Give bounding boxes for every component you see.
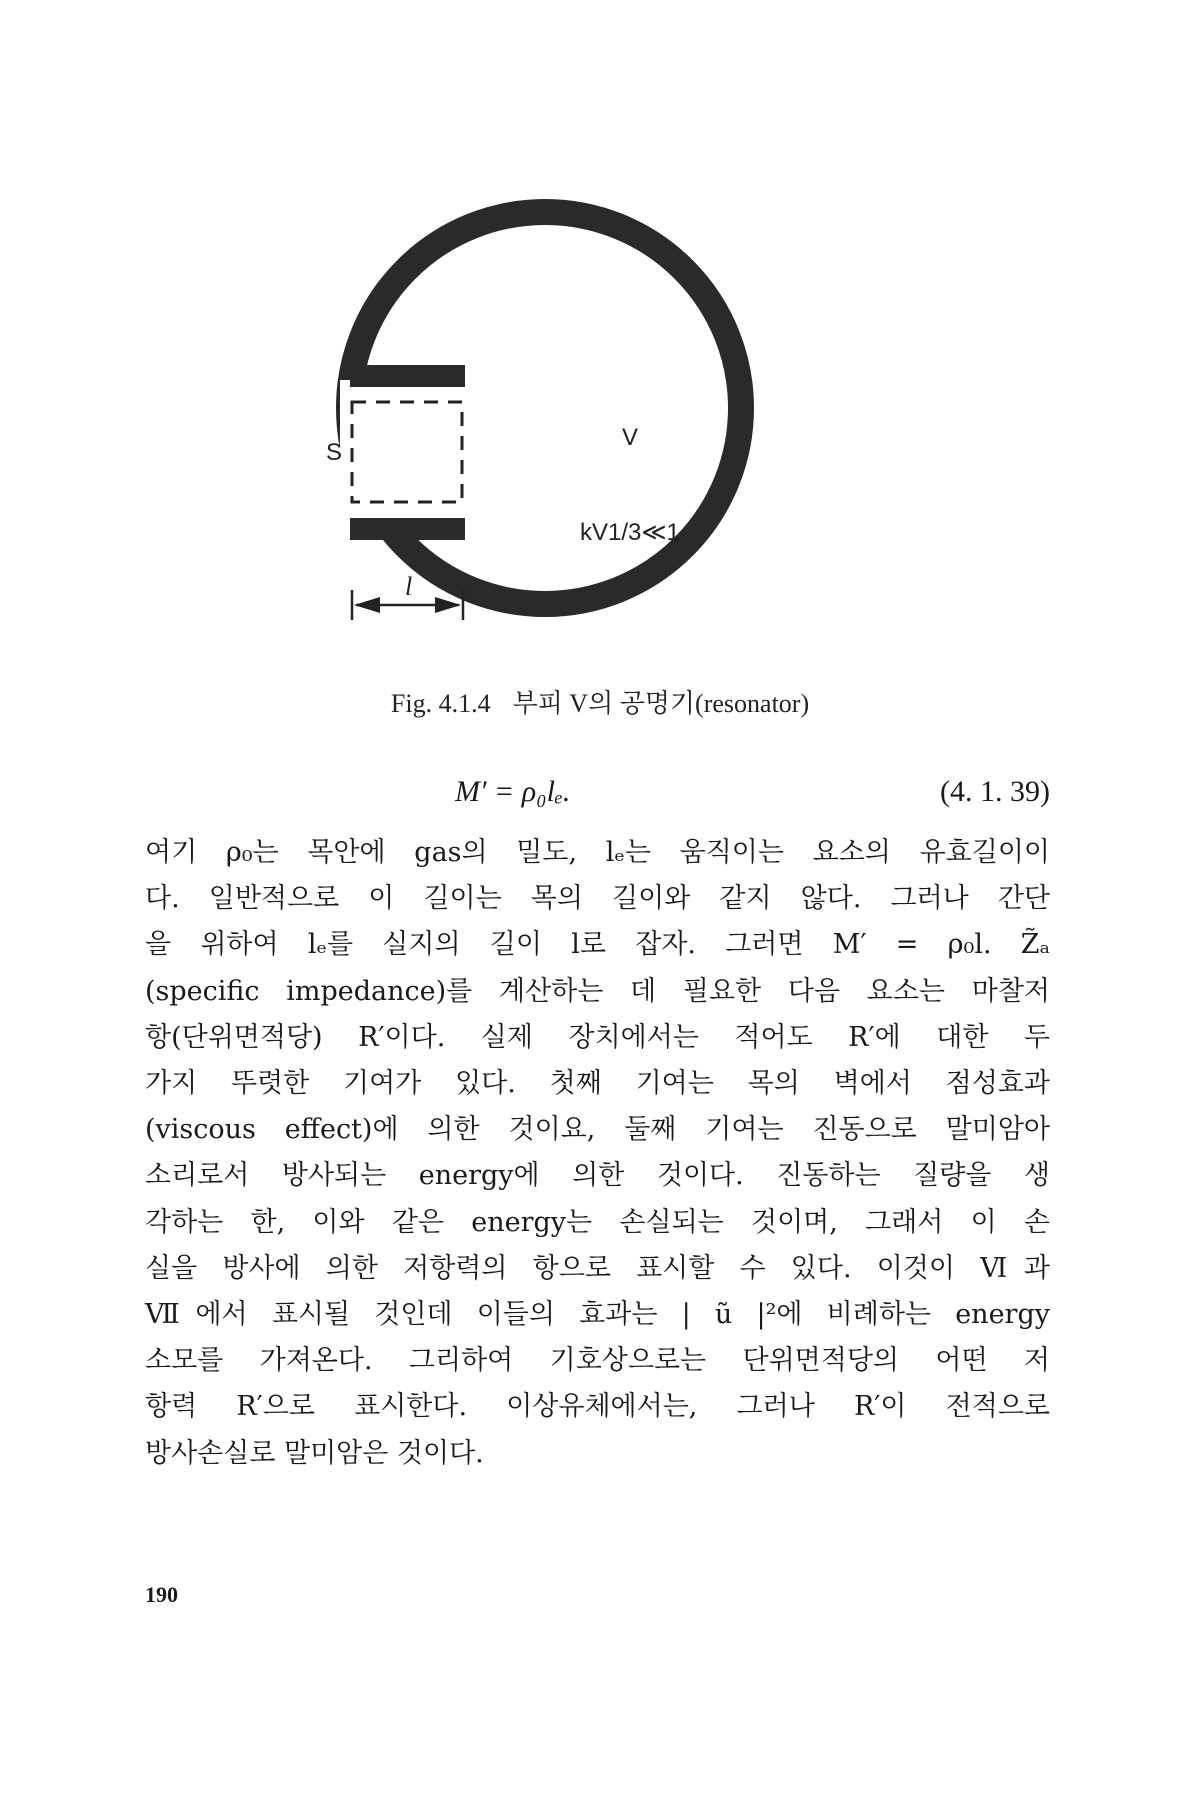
text-line: 실을 방사에 의한 저항력의 항으로 표시할 수 있다. 이것이 Ⅵ과 [145,1252,1050,1284]
text-line: 소모를 가져온다. 그리하여 기호상으로는 단위면적당의 어떤 저 [145,1345,1050,1377]
text-line: (specific impedance)를 계산하는 데 필요한 다음 요소는 마찰저 [145,975,1050,1007]
text-line: 다. 일반적으로 이 길이는 목의 길이와 같지 않다. 그러나 간단 [145,883,1050,915]
label-length: l [405,572,413,601]
label-v: V [622,424,639,451]
text-line: (viscous effect)에 의한 것이요, 둘째 기여는 진동으로 말미암아 [145,1114,1050,1146]
text-line: 항력 R′으로 표시한다. 이상유체에서는, 그러나 R′이 전적으로 [145,1391,1050,1423]
page-number: 190 [145,1582,178,1607]
label-condition: kV1/3≪1 [580,519,680,546]
label-s: S [326,439,343,466]
text-line: 을 위하여 lₑ를 실지의 길이 l로 잡자. 그러면 M′ = ρ₀l. Z̃ₐ [145,929,1050,961]
caption-number: Fig. 4.1.4 [390,689,491,718]
caption-text: 부피 V의 공명기(resonator) [512,689,810,718]
equation-expression: M′ = ρ₀lₑ. [455,775,571,808]
figure-caption [0,683,1200,720]
text-line: 소리로서 방사되는 energy에 의한 것이다. 진동하는 질량을 생 [145,1160,1050,1192]
equation-4-1-39 [145,775,1050,815]
equation-number: (4. 1. 39) [940,775,1050,808]
text-line: 가지 뚜렷한 기여가 있다. 첫째 기여는 목의 벽에서 점성효과 [145,1068,1050,1100]
text-line: 각하는 한, 이와 같은 energy는 손실되는 것이며, 그래서 이 손 [145,1206,1050,1238]
neck-upper-wall [350,365,465,387]
text-line: 항(단위면적당) R′이다. 실제 장치에서는 적어도 R′에 대한 두 [145,1021,1050,1053]
resonator-figure [0,0,1200,660]
text-line: 여기 ρ₀는 목안에 gas의 밀도, lₑ는 움직이는 요소의 유효길이이 [145,837,1050,868]
text-line: Ⅶ에서 표시될 것인데 이들의 효과는 | ũ |²에 비례하는 energy [145,1299,1050,1331]
text-line: 방사손실로 말미암은 것이다. [145,1437,484,1469]
body-paragraph [145,830,1050,1477]
neck-lower-wall [350,518,465,540]
